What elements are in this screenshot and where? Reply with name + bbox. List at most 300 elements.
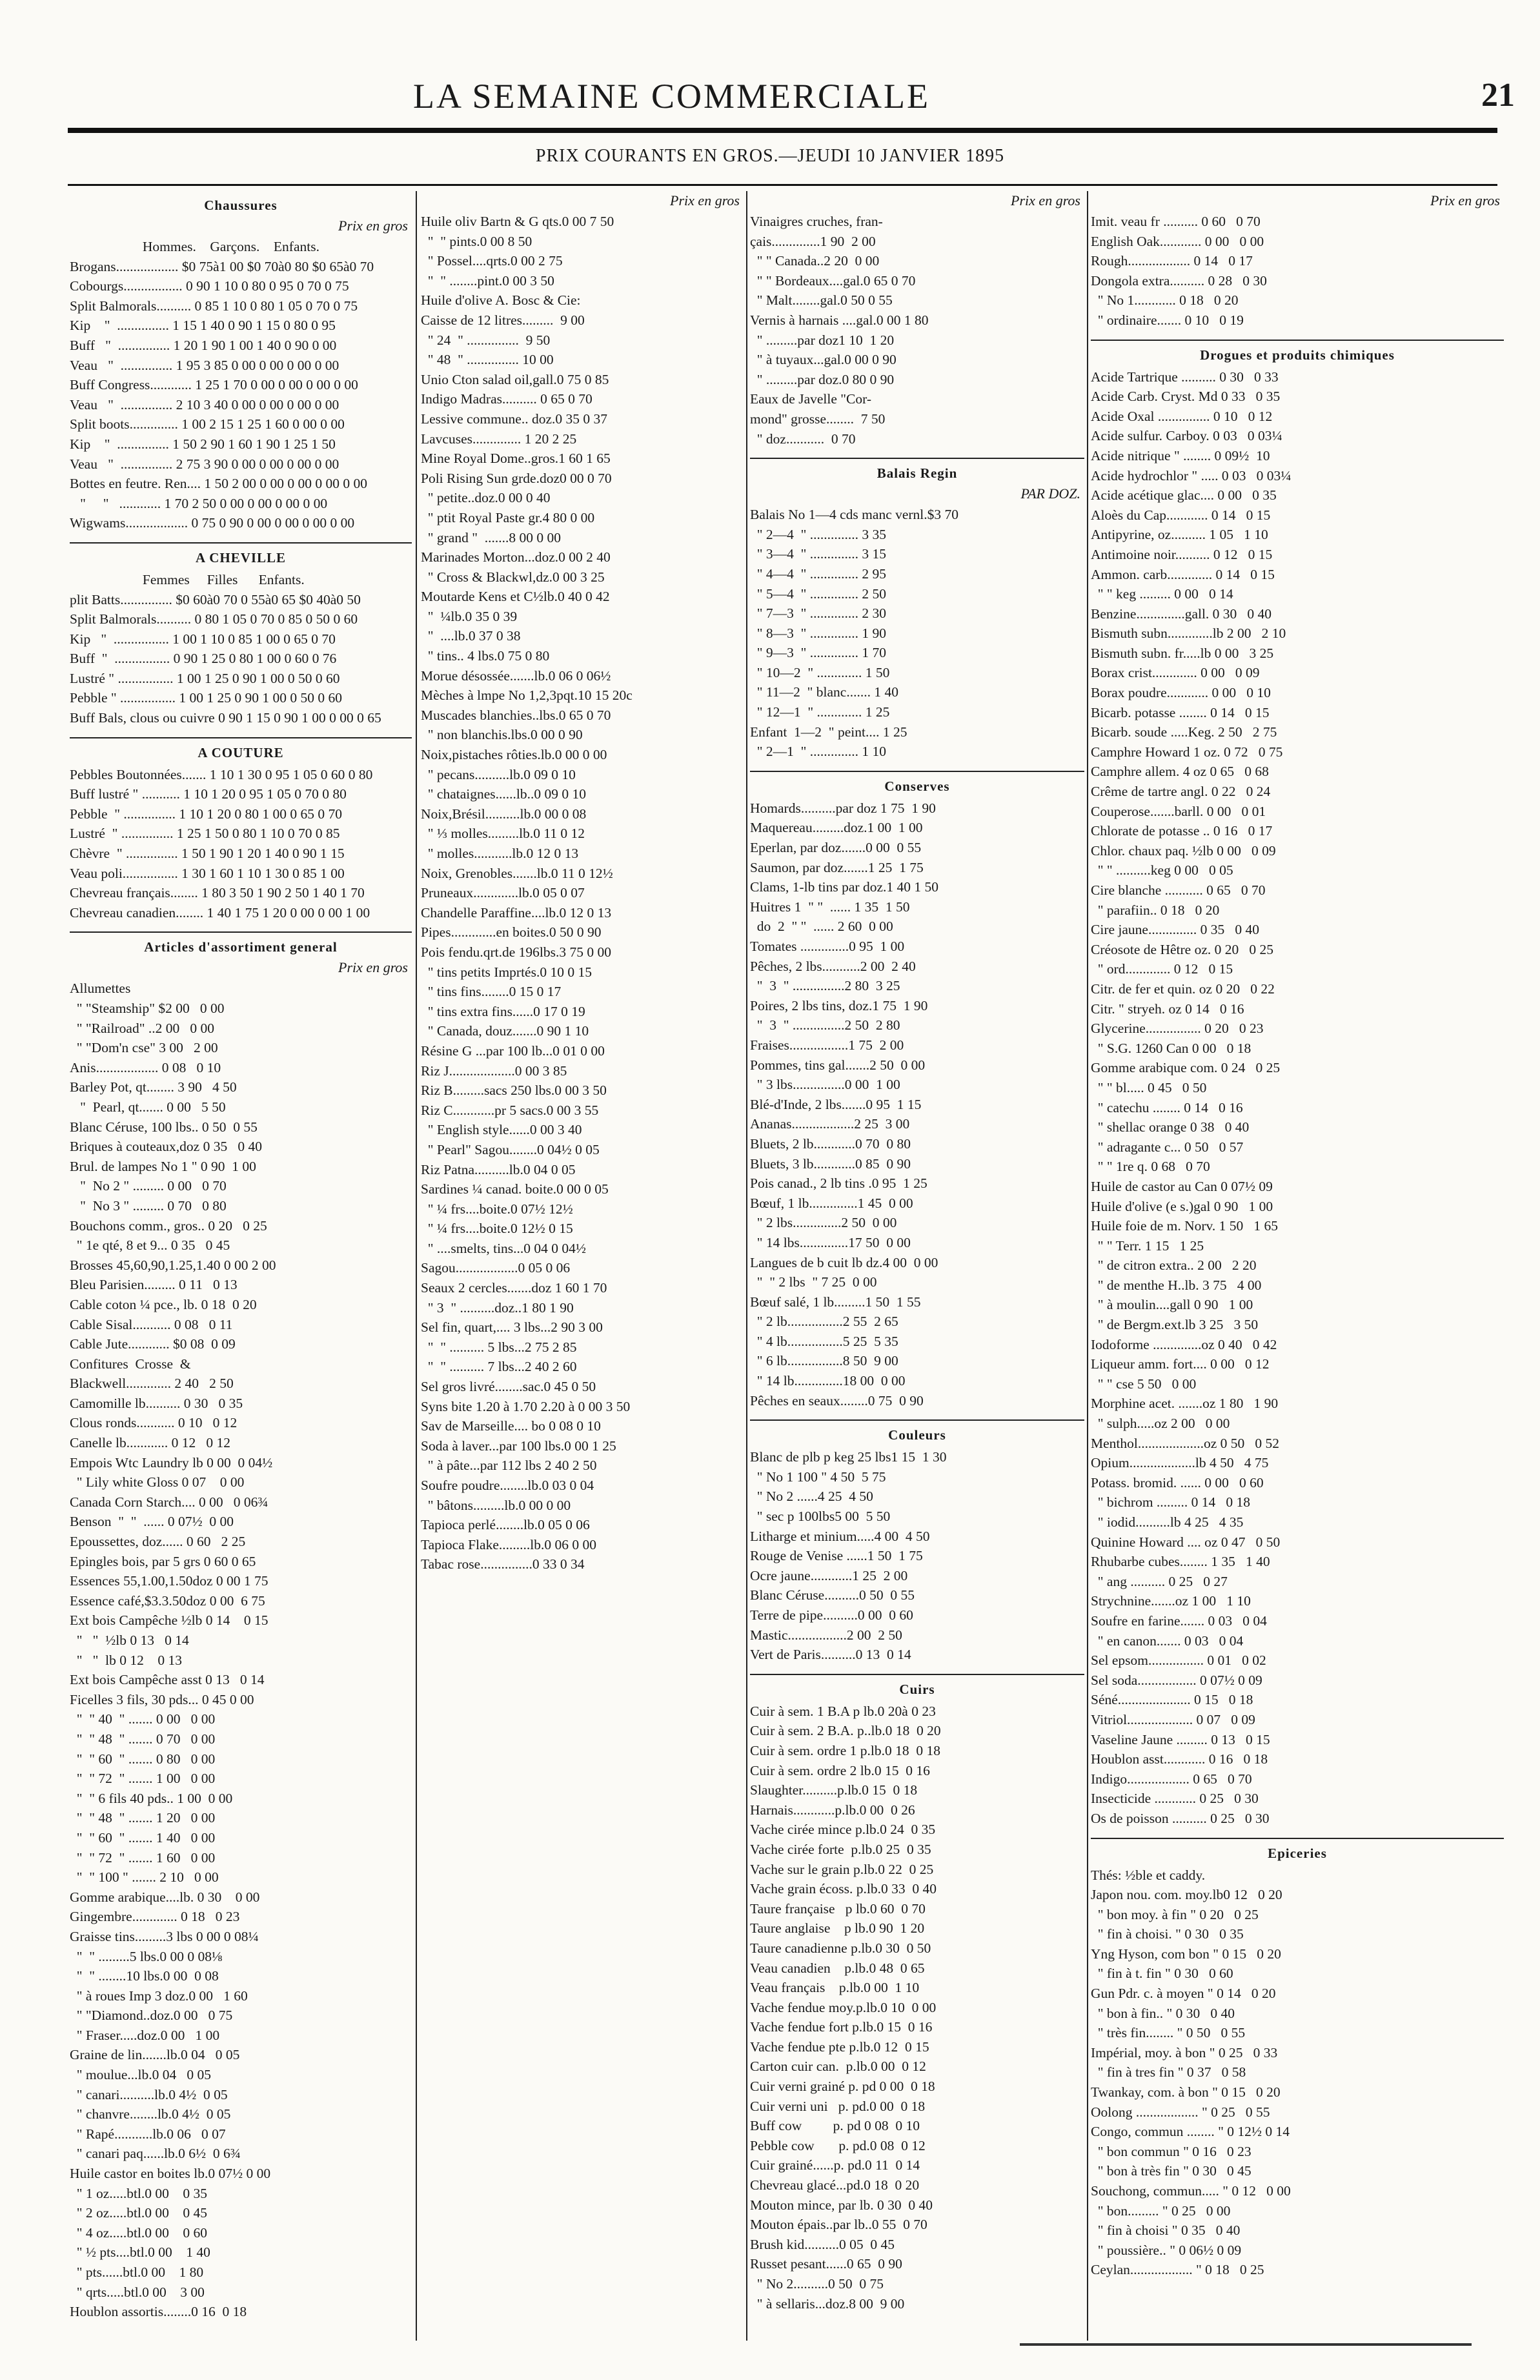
- price-line: Morue désossée.......lb.0 06 0 06½: [421, 667, 611, 684]
- price-section: [70, 931, 412, 2321]
- price-line: Antimoine noir.......... 0 12 0 15: [1091, 546, 1273, 562]
- price-line: Saumon, par doz.......1 25 1 75: [750, 859, 924, 875]
- price-line: Blé-d'Inde, 2 lbs.......0 95 1 15: [750, 1096, 922, 1112]
- price-line: Huitres 1 " " ...... 1 35 1 50: [750, 899, 910, 915]
- price-line: " à sellaris...doz.8 00 9 00: [750, 2295, 905, 2312]
- price-line: Cuir à sem. 1 B.A p lb.0 20à 0 23: [750, 1703, 936, 1719]
- price-line: " poussière.. " 0 06½ 0 09: [1091, 2242, 1242, 2258]
- price-line: Camphre Howard 1 oz. 0 72 0 75: [1091, 744, 1283, 760]
- price-line: " " ............ 1 70 2 50 0 00 0 00 0 00 0 00: [70, 495, 328, 511]
- price-line: Borax poudre............ 0 00 0 10: [1091, 685, 1271, 701]
- price-line: " " ½lb 0 13 0 14: [70, 1632, 189, 1648]
- price-line: Opium...................lb 4 50 4 75: [1091, 1455, 1269, 1471]
- price-line: Riz J...................0 00 3 85: [421, 1063, 567, 1079]
- price-section: [70, 198, 412, 533]
- price-line: " " 100 " ....... 2 10 0 00: [70, 1869, 219, 1886]
- section-title: Epiceries: [1268, 1845, 1327, 1861]
- price-line: Bluets, 2 lb............0 70 0 80: [750, 1135, 911, 1152]
- price-line: " qrts.....btl.0 00 3 00: [70, 2284, 205, 2300]
- price-line: Vache fendue pte p.lb.0 12 0 15: [750, 2039, 929, 2055]
- price-line: Thés: ½ble et caddy.: [1091, 1867, 1206, 1883]
- price-line: " No 2 ......4 25 4 50: [750, 1489, 873, 1505]
- price-line: " tins.. 4 lbs.0 75 0 80: [421, 648, 550, 664]
- price-line: Noix,pistaches rôties.lb.0 00 0 00: [421, 747, 607, 763]
- price-line: Acide Oxal ............... 0 10 0 12: [1091, 408, 1273, 424]
- price-line: Mouton mince, par lb. 0 30 0 40: [750, 2197, 933, 2213]
- price-line: Pois canad., 2 lb tins .0 95 1 25: [750, 1175, 927, 1192]
- price-line: Soufre poudre........lb.0 03 0 04: [421, 1478, 594, 1493]
- price-line: Lustré " ................ 1 00 1 25 0 90 1 00 0 50 0 60: [70, 670, 340, 686]
- price-line: Essences 55,1.00,1.50doz 0 00 1 75: [70, 1573, 268, 1589]
- price-line: Carton cuir can. p.lb.0 00 0 12: [750, 2059, 926, 2075]
- price-line: Potass. bromid. ...... 0 00 0 60: [1091, 1474, 1264, 1490]
- price-line: Pipes.............en boites.0 50 0 90: [421, 924, 602, 941]
- price-line: Congo, commun ........ " 0 12½ 0 14: [1091, 2124, 1290, 2140]
- price-line: " " cse 5 50 0 00: [1091, 1376, 1197, 1392]
- price-line: " S.G. 1260 Can 0 00 0 18: [1091, 1040, 1251, 1056]
- price-line: Graisse tins.........3 lbs 0 00 0 08¼: [70, 1928, 259, 1944]
- page-number: 21: [1481, 77, 1515, 114]
- price-line: " non blanchis.lbs.0 00 0 90: [421, 727, 583, 743]
- price-section: [1091, 1838, 1504, 2280]
- column-4: [1091, 191, 1504, 2341]
- price-line: Vitriol................... 0 07 0 09: [1091, 1711, 1255, 1727]
- price-line: Buff Congress............ 1 25 1 70 0 00 0 00 0 00 0 00: [70, 377, 358, 393]
- price-line: " 2 oz.....btl.0 00 0 45: [70, 2205, 208, 2221]
- section-title: A CHEVILLE: [195, 549, 287, 565]
- price-line: " de citron extra.. 2 00 2 20: [1091, 1257, 1257, 1274]
- price-line: Empois Wtc Laundry lb 0 00 0 04½: [70, 1454, 273, 1470]
- price-line: " " pints.0 00 8 50: [421, 233, 532, 249]
- price-line: Gun Pdr. c. à moyen " 0 14 0 20: [1091, 1986, 1276, 2002]
- price-section: [750, 1419, 1084, 1665]
- price-line: Ficelles 3 fils, 30 pds... 0 45 0 00: [70, 1691, 254, 1707]
- price-line: Briques à couteaux,doz 0 35 0 40: [70, 1139, 262, 1155]
- price-line: Veau français p.lb.0 00 1 10: [750, 1980, 920, 1996]
- price-line: Buff " ............... 1 20 1 90 1 00 1 40 0 90 0 00: [70, 337, 337, 353]
- section-title: Chaussures: [204, 198, 278, 213]
- price-line: Seaux 2 cercles.......doz 1 60 1 70: [421, 1280, 607, 1296]
- price-line: Résine G ...par 100 lb...0 01 0 00: [421, 1043, 605, 1059]
- price-line: " bichrom ......... 0 14 0 18: [1091, 1494, 1251, 1510]
- price-line: Chlor. chaux paq. ½lb 0 00 0 09: [1091, 842, 1276, 859]
- price-line: Terre de pipe..........0 00 0 60: [750, 1607, 913, 1623]
- price-line: " 3 " ...............2 50 2 80: [750, 1017, 900, 1033]
- price-line: " ⅓ molles.........lb.0 11 0 12: [421, 826, 585, 842]
- price-line: Brul. de lampes No 1 " 0 90 1 00: [70, 1158, 256, 1174]
- price-line: Acide Carb. Cryst. Md 0 33 0 35: [1091, 389, 1281, 405]
- price-line: Hommes. Garçons. Enfants.: [70, 239, 319, 254]
- price-line: " " ........pint.0 00 3 50: [421, 272, 554, 289]
- price-line: Barley Pot, qt........ 3 90 4 50: [70, 1079, 237, 1095]
- price-line: Blanc Céruse, 100 lbs.. 0 50 0 55: [70, 1119, 258, 1135]
- price-line: Sel soda................. 0 07½ 0 09: [1091, 1672, 1262, 1688]
- price-line: " 48 " ............... 10 00: [421, 352, 554, 368]
- price-line: Poli Rising Sun grde.doz0 00 0 70: [421, 470, 612, 486]
- price-line: " Canada, douz.......0 90 1 10: [421, 1023, 589, 1039]
- price-line: " 8—3 " .............. 1 90: [750, 625, 887, 641]
- price-line: " fin à choisi. " 0 30 0 35: [1091, 1926, 1244, 1942]
- price-line: " 4 lb................5 25 5 35: [750, 1333, 898, 1349]
- price-line: Bœuf, 1 lb..............1 45 0 00: [750, 1195, 913, 1211]
- price-line: Femmes Filles Enfants.: [70, 571, 305, 587]
- price-line: English Oak............ 0 00 0 00: [1091, 233, 1264, 249]
- price-line: Canelle lb............ 0 12 0 12: [70, 1435, 231, 1451]
- price-line: " pts......btl.0 00 1 80: [70, 2264, 204, 2280]
- price-line: Epingles bois, par 5 grs 0 60 0 65: [70, 1553, 256, 1569]
- price-line: Pêches en seaux........0 75 0 90: [750, 1392, 924, 1409]
- price-line: " No 3 " ......... 0 70 0 80: [70, 1197, 227, 1214]
- price-section: [421, 192, 744, 1574]
- price-line: " bon à fin.. " 0 30 0 40: [1091, 2005, 1235, 2021]
- price-section: [750, 1674, 1084, 2314]
- heading-rule: [68, 184, 1497, 186]
- price-line: " " 48 " ....... 1 20 0 00: [70, 1810, 216, 1826]
- price-line: Soufre en farine....... 0 03 0 04: [1091, 1612, 1267, 1629]
- price-line: " bon......... " 0 25 0 00: [1091, 2202, 1231, 2219]
- price-line: Cire jaune.............. 0 35 0 40: [1091, 922, 1259, 938]
- price-line: Gomme arabique com. 0 24 0 25: [1091, 1060, 1281, 1076]
- price-line: Pebble " ................ 1 00 1 25 0 90 1 00 0 50 0 60: [70, 690, 343, 706]
- price-line: " " 72 " ....... 1 60 0 00: [70, 1849, 216, 1866]
- price-line: Blackwell............. 2 40 2 50: [70, 1376, 234, 1392]
- price-line: Anis.................. 0 08 0 10: [70, 1059, 221, 1075]
- price-line: " Pearl, qt....... 0 00 5 50: [70, 1099, 226, 1115]
- price-line: " "Diamond..doz.0 00 0 75: [70, 2008, 233, 2024]
- price-line: " 3 " ..........doz..1 80 1 90: [421, 1299, 574, 1316]
- price-line: Chevreau canadien........ 1 40 1 75 1 20 0 00 0 00 1 00: [70, 904, 370, 920]
- price-line: Eperlan, par doz.......0 00 0 55: [750, 840, 922, 856]
- price-line: Ceylan.................. " 0 18 0 25: [1091, 2262, 1264, 2278]
- price-list-heading: PRIX COURANTS EN GROS.—JEUDI 10 JANVIER 1895: [535, 146, 1005, 166]
- price-line: Bleu Parisien......... 0 11 0 13: [70, 1277, 238, 1293]
- price-line: " ang .......... 0 25 0 27: [1091, 1573, 1228, 1589]
- price-line: Noix, Grenobles.......lb.0 11 0 12½: [421, 865, 613, 881]
- price-line: Langues de b cuit lb dz.4 00 0 00: [750, 1254, 938, 1270]
- price-line: " à tuyaux...gal.0 00 0 90: [750, 352, 897, 368]
- price-line: Buff cow p. pd 0 08 0 10: [750, 2118, 920, 2134]
- price-line: Huile de castor au Can 0 07½ 09: [1091, 1178, 1273, 1194]
- price-line: " 9—3 " .............. 1 70: [750, 645, 887, 661]
- price-line: " doz........... 0 70: [750, 431, 856, 447]
- price-line: Buff Bals, clous ou cuivre 0 90 1 15 0 90 1 00 0 00 0 65: [70, 710, 381, 726]
- price-line: " grand " .......8 00 0 00: [421, 529, 562, 545]
- price-line: Sav de Marseille.... bo 0 08 0 10: [421, 1418, 601, 1434]
- price-line: Russet pesant......0 65 0 90: [750, 2256, 902, 2272]
- price-line: Blanc de plb p keg 25 lbs1 15 1 30: [750, 1449, 947, 1465]
- price-line: Rough.................. 0 14 0 17: [1091, 253, 1253, 269]
- price-line: " fin à choisi " 0 35 0 40: [1091, 2222, 1241, 2239]
- price-line: " fin à tres fin " 0 37 0 58: [1091, 2064, 1246, 2080]
- price-line: Houblon asst............ 0 16 0 18: [1091, 1751, 1268, 1767]
- section-divider: [750, 1674, 1084, 1675]
- section-divider: [70, 542, 412, 544]
- price-line: " ordinaire....... 0 10 0 19: [1091, 312, 1244, 328]
- price-line: " catechu ........ 0 14 0 16: [1091, 1099, 1243, 1115]
- price-line: Séné..................... 0 15 0 18: [1091, 1692, 1253, 1708]
- price-line: " Cross & Blackwl,dz.0 00 3 25: [421, 569, 605, 585]
- price-line: Bicarb. potasse ........ 0 14 0 15: [1091, 704, 1270, 720]
- price-line: Veau " ............... 1 95 3 85 0 00 0 00 0 00 0 00: [70, 357, 339, 373]
- price-line: Harnais............p.lb.0 00 0 26: [750, 1802, 915, 1818]
- price-line: " 2—4 " .............. 3 35: [750, 526, 887, 542]
- price-line: Lavcuses.............. 1 20 2 25: [421, 431, 577, 447]
- price-line: Tapioca perlé........lb.0 05 0 06: [421, 1517, 590, 1533]
- price-line: " Fraser.....doz.0 00 1 00: [70, 2027, 220, 2043]
- price-line: " 2 lb................2 55 2 65: [750, 1314, 898, 1330]
- price-line: Quinine Howard .... oz 0 47 0 50: [1091, 1534, 1281, 1550]
- price-line: Bœuf salé, 1 lb.........1 50 1 55: [750, 1294, 921, 1310]
- price-line: " " Canada..2 20 0 00: [750, 253, 880, 269]
- price-line: " " ........10 lbs.0 00 0 08: [70, 1968, 219, 1984]
- price-line: Chandelle Paraffine....lb.0 12 0 13: [421, 904, 612, 920]
- price-line: Taure française p lb.0 60 0 70: [750, 1900, 926, 1917]
- price-line: Acide nitrique " ........ 0 09½ 10: [1091, 447, 1270, 463]
- price-line: " 24 " ............... 9 50: [421, 332, 551, 348]
- price-line: Tomates ..............0 95 1 00: [750, 939, 905, 954]
- price-line: Oolong .................. " 0 25 0 55: [1091, 2104, 1270, 2120]
- price-line: " ½ pts....btl.0 00 1 40: [70, 2244, 210, 2261]
- price-line: Litharge et minium.....4 00 4 50: [750, 1528, 930, 1544]
- column-1: [70, 191, 412, 2341]
- price-line: " " bl..... 0 45 0 50: [1091, 1079, 1207, 1095]
- price-line: Riz C............pr 5 sacs.0 00 3 55: [421, 1102, 599, 1118]
- price-line: Mine Royal Dome..gros.1 60 1 65: [421, 451, 611, 467]
- section-title: Balais Regin: [876, 465, 958, 482]
- price-line: " No 1 100 " 4 50 5 75: [750, 1469, 886, 1485]
- price-line: " " 1re q. 0 68 0 70: [1091, 1159, 1210, 1175]
- price-line: " chanvre........lb.0 4½ 0 05: [70, 2106, 231, 2122]
- price-line: Wigwams.................. 0 75 0 90 0 00 0 00 0 00 0 00: [70, 515, 355, 531]
- price-line: " bon moy. à fin " 0 20 0 25: [1091, 1906, 1259, 1922]
- price-line: Dongola extra.......... 0 28 0 30: [1091, 272, 1267, 289]
- price-line: Huile castor en boites lb.0 07½ 0 00: [70, 2166, 271, 2182]
- price-line: Iodoforme ..............oz 0 40 0 42: [1091, 1336, 1277, 1352]
- price-line: Vache cirée forte p.lb.0 25 0 35: [750, 1841, 931, 1857]
- price-line: Marinades Morton...doz.0 00 2 40: [421, 549, 611, 565]
- price-line: Mèches à lmpe No 1,2,3pqt.10 15 20c: [421, 687, 633, 704]
- price-line: " très fin........ " 0 50 0 55: [1091, 2025, 1246, 2041]
- price-line: Balais No 1—4 cds manc vernl.$3 70: [750, 507, 959, 523]
- price-line: Lessive commune.. doz.0 35 0 37: [421, 411, 608, 427]
- price-line: Pommes, tins gal.......2 50 0 00: [750, 1057, 926, 1073]
- masthead-rule: [68, 128, 1497, 133]
- price-line: Sel gros livré........sac.0 45 0 50: [421, 1379, 596, 1395]
- price-line: Indigo.................. 0 65 0 70: [1091, 1771, 1252, 1787]
- price-line: " 14 lb..............18 00 0 00: [750, 1373, 906, 1389]
- price-line: " tins fins........0 15 0 17: [421, 984, 562, 1000]
- price-line: Vaseline Jaune ......... 0 13 0 15: [1091, 1731, 1270, 1747]
- price-line: Ext bois Campêche asst 0 13 0 14: [70, 1672, 265, 1688]
- price-line: " No 2 " ......... 0 00 0 70: [70, 1178, 227, 1194]
- price-line: " " .........5 lbs.0 00 0 08⅛: [70, 1948, 223, 1964]
- price-line: Crême de tartre angl. 0 22 0 24: [1091, 784, 1271, 800]
- price-line: Ananas..................2 25 3 00: [750, 1116, 910, 1132]
- newspaper-title: LA SEMAINE COMMERCIALE: [413, 77, 931, 116]
- price-line: Imit. veau fr .......... 0 60 0 70: [1091, 214, 1261, 229]
- price-line: Vache fendue fort p.lb.0 15 0 16: [750, 2019, 933, 2035]
- price-line: " ¼lb.0 35 0 39: [421, 608, 518, 624]
- price-line: " 4 oz.....btl.0 00 0 60: [70, 2224, 208, 2241]
- price-line: çais..............1 90 2 00: [750, 233, 876, 249]
- price-line: Pruneaux.............lb.0 05 0 07: [421, 885, 585, 901]
- price-line: " ord............. 0 12 0 15: [1091, 961, 1233, 977]
- price-line: " .........par doz1 10 1 20: [750, 332, 895, 348]
- section-divider: [70, 931, 412, 933]
- price-line: Cable Sisal........... 0 08 0 11: [70, 1316, 233, 1332]
- price-line: Vache cirée mince p.lb.0 24 0 35: [750, 1822, 936, 1838]
- price-line: " bâtons.........lb.0 00 0 00: [421, 1497, 571, 1513]
- section-divider: [1091, 1838, 1504, 1839]
- price-line: Taure canadienne p.lb.0 30 0 50: [750, 1940, 931, 1956]
- price-line: " ....lb.0 37 0 38: [421, 628, 521, 644]
- price-line: " tins petits Imprtés.0 10 0 15: [421, 964, 592, 980]
- price-line: Os de poisson .......... 0 25 0 30: [1091, 1810, 1270, 1826]
- price-line: Brogans.................. $0 75à1 00 $0 70à0 80 $0 65à0 70: [70, 258, 374, 274]
- price-line: Veau canadien p.lb.0 48 0 65: [750, 1960, 925, 1976]
- price-line: Insecticide ............ 0 25 0 30: [1091, 1791, 1259, 1807]
- price-line: Pebbles Boutonnées....... 1 10 1 30 0 95 1 05 0 60 0 80: [70, 766, 373, 782]
- price-section: [750, 458, 1084, 762]
- price-line: Clams, 1-lb tins par doz.1 40 1 50: [750, 879, 939, 895]
- price-line: Souchong, commun..... " 0 12 0 00: [1091, 2183, 1291, 2199]
- price-line: Brush kid..........0 05 0 45: [750, 2236, 895, 2252]
- price-line: Acide acétique glac.... 0 00 0 35: [1091, 487, 1277, 503]
- price-line: do 2 " " ...... 2 60 0 00: [750, 919, 893, 935]
- price-line: Veau poli................ 1 30 1 60 1 10 1 30 0 85 1 00: [70, 865, 345, 881]
- price-section: [1091, 192, 1504, 331]
- section-title: Cuirs: [899, 1681, 935, 1697]
- price-line: " " Bordeaux....gal.0 65 0 70: [750, 272, 916, 289]
- price-line: Camomille lb.......... 0 30 0 35: [70, 1395, 243, 1411]
- price-line: Liqueur amm. fort.... 0 00 0 12: [1091, 1356, 1270, 1372]
- price-line: Cuir à sem. ordre 2 lb.0 15 0 16: [750, 1762, 930, 1778]
- price-section: [1091, 340, 1504, 1829]
- price-line: Bottes en feutre. Ren.... 1 50 2 00 0 00 0 00 0 00 0 00: [70, 476, 368, 492]
- price-line: Enfant 1—2 " peint.... 1 25: [750, 724, 907, 740]
- price-line: " " .......... 7 lbs...2 40 2 60: [421, 1359, 577, 1375]
- price-line: Huile d'olive (e s.)gal 0 90 1 00: [1091, 1198, 1273, 1214]
- price-line: " 1 oz.....btl.0 00 0 35: [70, 2185, 208, 2201]
- section-subtitle: Prix en gros: [338, 218, 408, 234]
- price-line: " 3—4 " .............. 3 15: [750, 546, 887, 562]
- price-line: Bicarb. soude .....Keg. 2 50 2 75: [1091, 724, 1277, 740]
- price-line: Sel fin, quart,.... 3 lbs...2 90 3 00: [421, 1319, 603, 1336]
- price-line: Pebble cow p. pd.0 08 0 12: [750, 2137, 926, 2153]
- price-line: Rhubarbe cubes........ 1 35 1 40: [1091, 1554, 1270, 1570]
- price-line: Pois fendu.qrt.de 196lbs.3 75 0 00: [421, 944, 612, 960]
- price-line: " 1e qté, 8 et 9... 0 35 0 45: [70, 1237, 230, 1254]
- price-line: Pebble " ............... 1 10 1 20 0 80 1 00 0 65 0 70: [70, 806, 343, 822]
- price-line: " " 2 lbs " 7 25 0 00: [750, 1274, 877, 1290]
- price-line: " 11—2 " blanc....... 1 40: [750, 684, 898, 700]
- price-line: " 12—1 " ............. 1 25: [750, 704, 890, 720]
- price-line: " " 72 " ....... 1 00 0 00: [70, 1771, 216, 1787]
- price-line: Taure anglaise p lb.0 90 1 20: [750, 1920, 925, 1937]
- price-line: " "Railroad" ..2 00 0 00: [70, 1020, 214, 1036]
- price-line: Poires, 2 lbs tins, doz.1 75 1 90: [750, 997, 928, 1013]
- section-subtitle: Prix en gros: [1011, 192, 1080, 209]
- price-line: Moutarde Kens et C½lb.0 40 0 42: [421, 589, 610, 605]
- price-line: Citr. " stryeh. oz 0 14 0 16: [1091, 1001, 1244, 1017]
- price-line: Kip " ............... 1 15 1 40 0 90 1 15 0 80 0 95: [70, 318, 336, 334]
- section-title: Conserves: [884, 778, 950, 794]
- price-line: " Malt........gal.0 50 0 55: [750, 292, 893, 309]
- price-line: Aloès du Cap............ 0 14 0 15: [1091, 507, 1271, 523]
- price-line: Riz B.........sacs 250 lbs.0 00 3 50: [421, 1083, 607, 1099]
- price-line: Mouton épais..par lb..0 55 0 70: [750, 2217, 927, 2233]
- section-title: A COUTURE: [198, 744, 284, 760]
- price-line: " English style......0 00 3 40: [421, 1122, 582, 1138]
- price-line: Sardines ¼ canad. boite.0 00 0 05: [421, 1181, 609, 1197]
- price-line: " chataignes......lb..0 09 0 10: [421, 786, 586, 802]
- price-line: Vert de Paris..........0 13 0 14: [750, 1647, 911, 1663]
- price-line: Maquereau.........doz.1 00 1 00: [750, 820, 923, 836]
- price-line: Eaux de Javelle "Cor-: [750, 391, 872, 407]
- price-line: Antipyrine, oz.......... 1 05 1 10: [1091, 527, 1268, 543]
- price-line: " sec p 100lbs5 00 5 50: [750, 1509, 891, 1525]
- price-line: Chèvre " ............... 1 50 1 90 1 20 1 40 0 90 1 15: [70, 846, 345, 862]
- price-section: [750, 771, 1084, 1410]
- price-line: Bismuth subn. fr.....lb 0 00 3 25: [1091, 645, 1274, 661]
- section-subtitle: Prix en gros: [1430, 192, 1500, 209]
- price-line: Mastic.................2 00 2 50: [750, 1627, 902, 1643]
- price-line: " fin à t. fin " 0 30 0 60: [1091, 1966, 1233, 1982]
- price-line: Acide hydrochlor " ..... 0 03 0 03¼: [1091, 467, 1292, 483]
- price-line: " à pâte...par 112 lbs 2 40 2 50: [421, 1458, 597, 1474]
- price-line: " No 2..........0 50 0 75: [750, 2276, 884, 2292]
- price-line: Huile oliv Bartn & G qts.0 00 7 50: [421, 214, 614, 229]
- price-line: " pecans..........lb.0 09 0 10: [421, 766, 576, 782]
- price-line: " à roues Imp 3 doz.0 00 1 60: [70, 1988, 248, 2004]
- price-line: Bismuth subn.............lb 2 00 2 10: [1091, 626, 1286, 642]
- price-line: Allumettes: [70, 981, 131, 997]
- column-divider: [746, 191, 747, 2341]
- price-line: Ext bois Campêche ½lb 0 14 0 15: [70, 1612, 268, 1629]
- price-line: Cuir verni uni p. pd.0 00 0 18: [750, 2098, 926, 2114]
- price-line: " moulue...lb.0 04 0 05: [70, 2067, 211, 2083]
- price-line: " 4—4 " .............. 2 95: [750, 565, 887, 582]
- price-line: Epoussettes, doz...... 0 60 2 25: [70, 1534, 246, 1550]
- price-line: Yng Hyson, com bon " 0 15 0 20: [1091, 1946, 1281, 1962]
- price-line: Tabac rose...............0 33 0 34: [421, 1556, 585, 1572]
- price-line: " en canon....... 0 03 0 04: [1091, 1632, 1244, 1649]
- price-line: " 14 lbs..............17 50 0 00: [750, 1234, 911, 1250]
- price-line: " " ..........keg 0 00 0 05: [1091, 862, 1233, 879]
- price-line: Sagou..................0 05 0 06: [421, 1260, 571, 1276]
- price-line: " de menthe H..lb. 3 75 4 00: [1091, 1277, 1262, 1293]
- price-line: Cable coton ¼ pce., lb. 0 18 0 20: [70, 1296, 257, 1312]
- price-line: Split Balmorals.......... 0 80 1 05 0 70 0 85 0 50 0 60: [70, 611, 358, 627]
- price-line: Caisse de 12 litres......... 9 00: [421, 312, 585, 328]
- price-line: Soda à laver...par 100 lbs.0 00 1 25: [421, 1438, 616, 1454]
- price-line: Bouchons comm., gros.. 0 20 0 25: [70, 1217, 267, 1234]
- price-line: Sel epsom................ 0 01 0 02: [1091, 1653, 1266, 1669]
- price-line: Fraises.................1 75 2 00: [750, 1037, 904, 1053]
- price-line: Canada Corn Starch.... 0 00 0 06¾: [70, 1494, 268, 1510]
- price-line: " canari paq......lb.0 6½ 0 6¾: [70, 2146, 241, 2162]
- price-line: " "Steamship" $2 00 0 00: [70, 1001, 225, 1016]
- price-line: Cuir verni grainé p. pd 0 00 0 18: [750, 2079, 935, 2095]
- price-section: [750, 192, 1084, 449]
- price-line: " Rapé...........lb.0 06 0 07: [70, 2126, 226, 2142]
- price-line: Veau " ............... 2 10 3 40 0 00 0 00 0 00 0 00: [70, 396, 339, 412]
- price-line: Vache sur le grain p.lb.0 22 0 25: [750, 1861, 934, 1877]
- price-line: Acide sulfur. Carboy. 0 03 0 03¼: [1091, 428, 1282, 444]
- price-line: " adragante c... 0 50 0 57: [1091, 1139, 1244, 1155]
- section-subtitle: Prix en gros: [338, 959, 408, 976]
- price-line: Clous ronds........... 0 10 0 12: [70, 1415, 238, 1431]
